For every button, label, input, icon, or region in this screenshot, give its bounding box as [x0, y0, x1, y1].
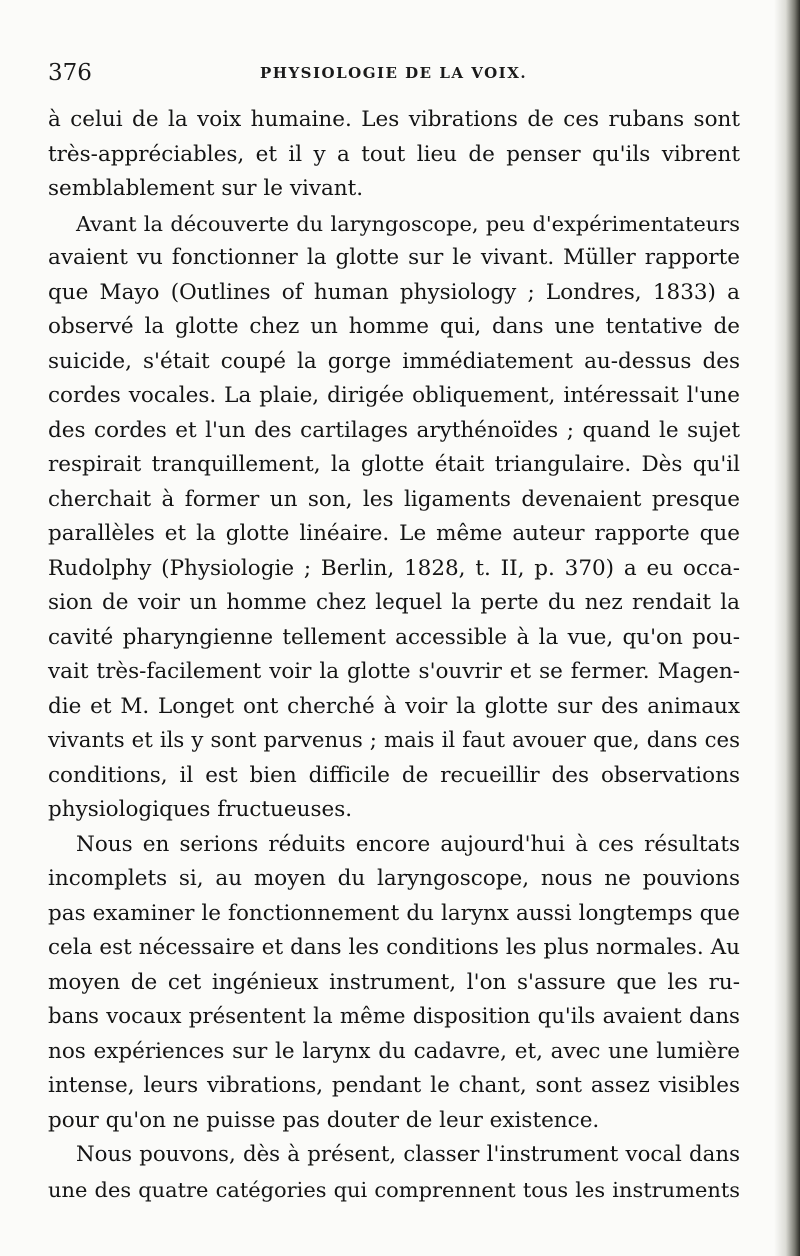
text-line: semblablement sur le vivant.: [48, 176, 364, 201]
text-line: suicide, s'était coupé la gorge immédiatement au-dessus des: [48, 348, 740, 374]
text-line: que Mayo (Outlines of human physiology ; Londres, 1833) a: [48, 279, 740, 305]
text-line: incomplets si, au moyen du laryngoscope, nous ne pouvions: [48, 866, 740, 891]
text-line: cordes vocales. La plaie, dirigée obliquement, intéressait l'une: [48, 383, 740, 408]
text-line: une des quatre catégories qui comprennent tous les instruments: [48, 1177, 740, 1202]
text-line: physiologiques fructueuses.: [48, 797, 353, 822]
text-line: respirait tranquillement, la glotte était triangulaire. Dès qu'il: [48, 452, 740, 477]
text-line: moyen de cet ingénieux instrument, l'on s'assure que les ru-: [48, 969, 740, 995]
body-text: [48, 103, 740, 1207]
paragraph: [48, 207, 740, 828]
text-line: pour qu'on ne puisse pas douter de leur existence.: [48, 1107, 600, 1133]
text-line: cherchait à former un son, les ligaments devenaient presque: [48, 486, 740, 512]
paragraph: [48, 828, 740, 1139]
text-line: intense, leurs vibrations, pendant le chant, sont assez visibles: [48, 1073, 740, 1098]
text-line: sion de voir un homme chez lequel la perte du nez rendait la: [48, 590, 740, 615]
paragraph: [48, 1138, 740, 1207]
text-line: des cordes et l'un des cartilages arythénoïdes ; quand le sujet: [48, 417, 740, 443]
text-line: très-appréciables, et il y a tout lieu de penser qu'ils vibrent: [48, 141, 740, 167]
text-line: observé la glotte chez un homme qui, dans une tentative de: [48, 314, 740, 339]
text-line: pas examiner le fonctionnement du larynx aussi longtemps que: [48, 900, 740, 926]
text-line: avaient vu fonctionner la glotte sur le vivant. Müller rapporte: [48, 245, 740, 270]
text-line: Nous pouvons, dès à présent, classer l'instrument vocal dans: [76, 1142, 740, 1167]
text-line: cela est nécessaire et dans les conditions les plus normales. Au: [48, 935, 740, 960]
running-head: PHYSIOLOGIE DE LA VOIX.: [260, 64, 528, 82]
text-line: bans vocaux présentent la même disposition qu'ils avaient dans: [48, 1004, 740, 1029]
text-line: nos expériences sur le larynx du cadavre, et, avec une lumière: [48, 1038, 740, 1064]
text-line: die et M. Longet ont cherché à voir la glotte sur des animaux: [48, 693, 740, 719]
page-number: 376: [48, 60, 92, 86]
text-line: Avant la découverte du laryngoscope, peu d'expérimentateurs: [76, 211, 740, 236]
text-line: Rudolphy (Physiologie ; Berlin, 1828, t. II, p. 370) a eu occa-: [48, 555, 740, 581]
page-header: [48, 58, 740, 90]
text-line: parallèles et la glotte linéaire. Le même auteur rapporte que: [48, 521, 740, 546]
text-line: vivants et ils y sont parvenus ; mais il faut avouer que, dans ces: [48, 728, 740, 753]
text-line: conditions, il est bien difficile de recueillir des observations: [48, 762, 740, 788]
text-line: cavité pharyngienne tellement accessible à la vue, qu'on pou-: [48, 624, 740, 650]
scan-edge-shadow: [774, 0, 800, 1256]
text-line: à celui de la voix humaine. Les vibrations de ces rubans sont: [48, 107, 740, 132]
text-line: Nous en serions réduits encore aujourd'hui à ces résultats: [76, 831, 740, 857]
text-line: vait très-facilement voir la glotte s'ouvrir et se fermer. Magen-: [48, 659, 740, 684]
paragraph: [48, 103, 740, 207]
